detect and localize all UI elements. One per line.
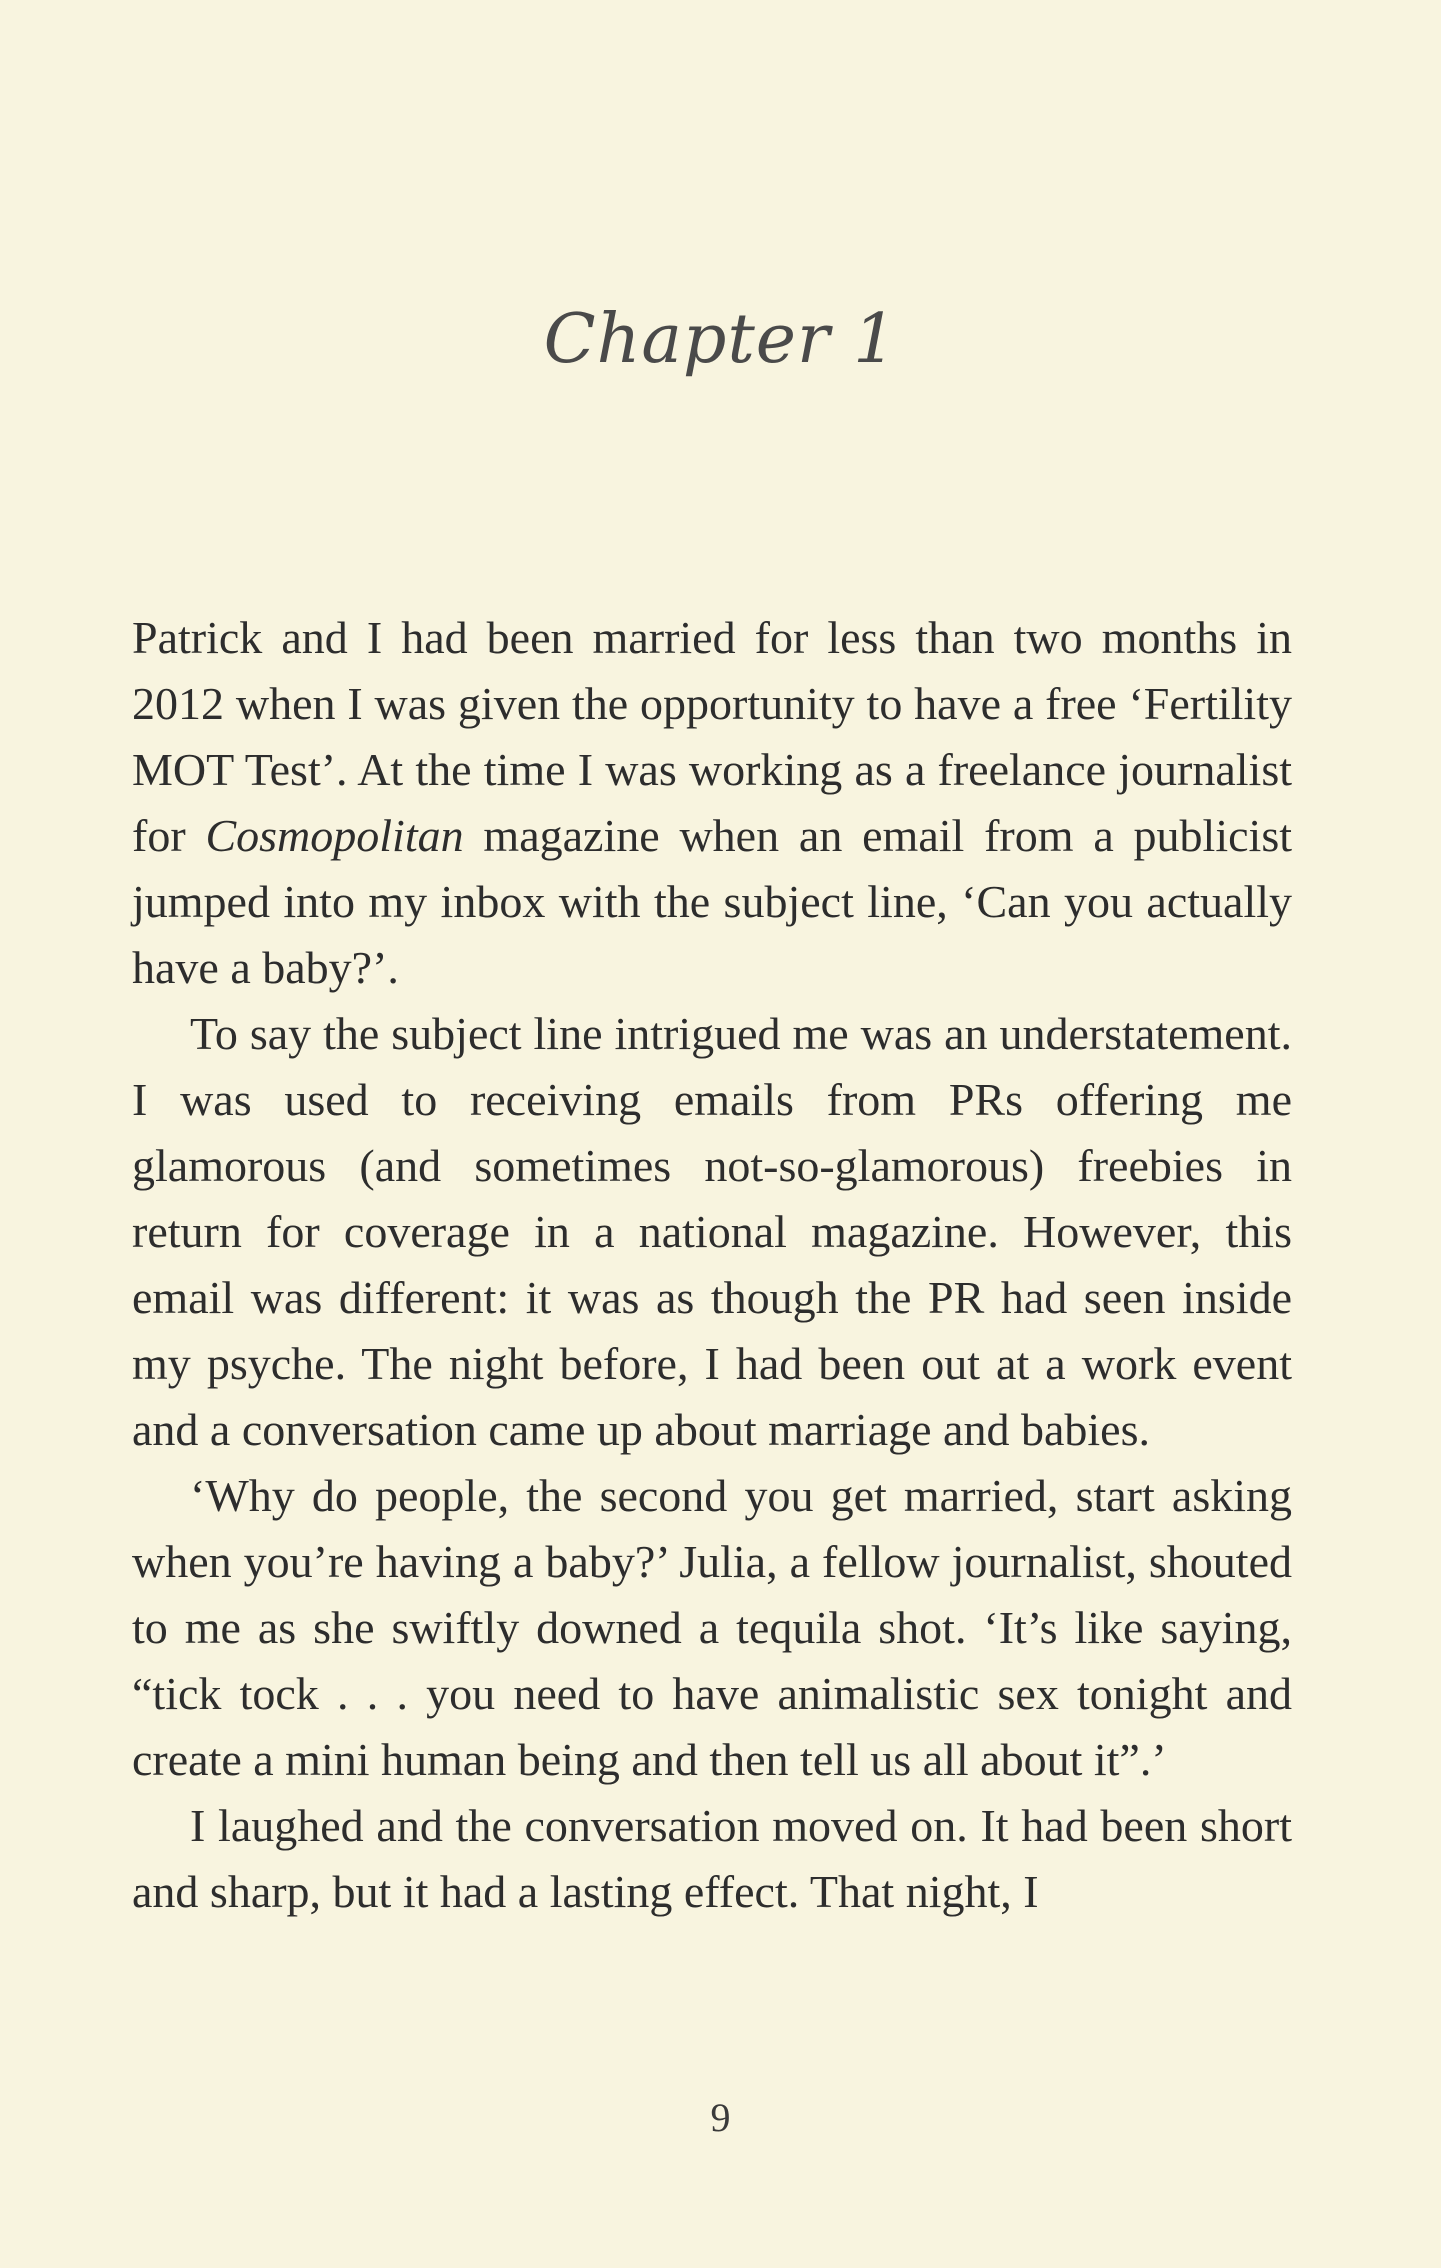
body-text (132, 605, 1292, 1925)
chapter-title: Chapter 1 (543, 300, 898, 379)
paragraph-3: ‘Why do people, the second you get married, start asking when you’re having a baby?’ Julia, a fellow journalist, shouted to me as she swiftly downed a tequila shot. ‘It’s like saying, “tick tock . . . you need to have animalistic sex tonight and create a mini human being and then tell us all about it”.’ (132, 1470, 1292, 1785)
paragraph-1 (132, 605, 1292, 1001)
paragraph-1-text-start: Patrick and I had been married for less than two months in 2012 when I was given the opportunity to have a free ‘Fertility MOT Test’. At the time I was working as a freelance journalist for (132, 612, 1292, 861)
magazine-title: Cosmopolitan (205, 810, 464, 861)
paragraph-1-text-end: magazine when an email from a publicist jumped into my inbox with the subject line, ‘Can you actually have a baby?’. (132, 810, 1292, 993)
paragraph-4: I laughed and the conversation moved on. It had been short and sharp, but it had a lasting effect. That night, I (132, 1800, 1292, 1917)
paragraph-2: To say the subject line intrigued me was an understatement. I was used to receiving emails from PRs offering me glamorous (and sometimes not-so-glamorous) freebies in return for coverage in a national magazine. However, this email was different: it was as though the PR had seen inside my psyche. The night before, I had been out at a work event and a conversation came up about marriage and babies. (132, 1008, 1292, 1455)
page-number: 9 (710, 2095, 731, 2140)
